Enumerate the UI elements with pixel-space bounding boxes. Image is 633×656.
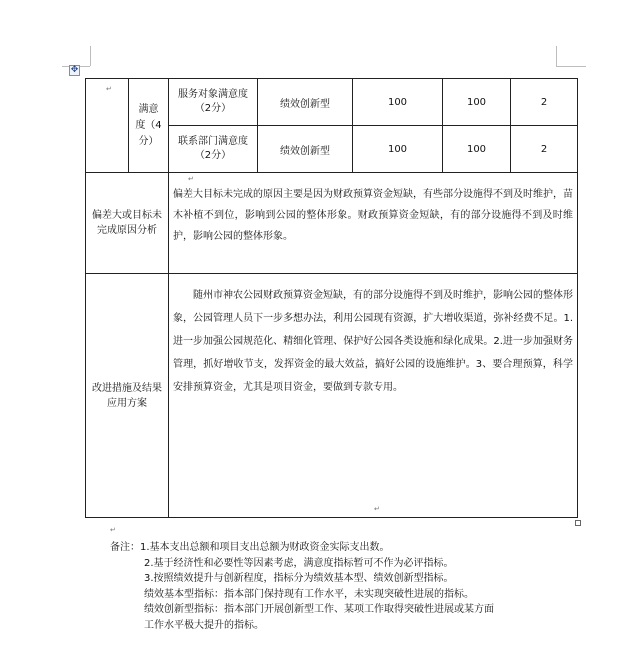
score-cell (511, 79, 578, 126)
satisfaction-category-label: 满意度（4分） (135, 103, 162, 147)
crop-guide-top-right (556, 66, 586, 67)
table-resize-handle[interactable] (575, 520, 581, 526)
deviation-label: 偏差大或目标未完成原因分析 (92, 210, 162, 236)
note-line: 备注：1.基本支出总额和项目支出总额为财政资金实际支出数。 (110, 542, 390, 553)
score-cell (511, 126, 578, 173)
score: 2 (540, 96, 548, 108)
satisfaction-category-cell (129, 79, 169, 173)
notes-block (110, 540, 494, 633)
value-a: 100 (387, 96, 408, 108)
note-line: 绩效创新型指标：指本部门开展创新型工作、某项工作取得突破性进展或某方面 (144, 604, 494, 615)
table-move-handle[interactable]: ✥ (70, 65, 79, 75)
note-line: 2.基于经济性和必要性等因素考虑，满意度指标暂可不作为必评指标。 (144, 557, 454, 569)
score: 2 (540, 143, 548, 155)
indicator-name-cell (169, 79, 258, 126)
crop-guide-top-left-vertical (90, 46, 91, 66)
table-row (86, 274, 578, 518)
indicator-name: 服务对象满意度（2分） (178, 89, 248, 114)
empty-cell: ↵ (86, 79, 129, 173)
value-b: 100 (466, 96, 487, 108)
deviation-label-cell (86, 173, 169, 274)
indicator-name-cell (169, 126, 258, 173)
crop-guide-top-right-vertical (556, 46, 557, 66)
table-row (86, 79, 578, 126)
note-line: 绩效基本型指标：指本部门保持现有工作水平，未实现突破性进展的指标。 (144, 588, 474, 600)
improvement-label-cell (86, 274, 169, 518)
indicator-name: 联系部门满意度（2分） (178, 136, 248, 161)
value-b-cell (443, 126, 511, 173)
value-a: 100 (387, 143, 408, 155)
value-b: 100 (466, 143, 487, 155)
improvement-content-cell: 随州市神农公园财政预算资金短缺，有的部分设施得不到及时维护，影响公园的整体形象，公园管理人员下一步多想办法，利用公园现有资源，扩大增收渠道，弥补经费不足。1.进一步加强公园规范化、精细化管理、保护好公园各类设施和绿化成果。2.进一步加强财务管理，抓好增收节支，发挥资金的最大效益，搞好公园的设施维护。3、要合理预算，科学安排预算资金，尤其是项目资金，要做到专款专用。 ↵ (169, 274, 578, 518)
value-b-cell (443, 79, 511, 126)
paragraph-mark: ↵ (110, 526, 116, 534)
note-line: 工作水平极大提升的指标。 (144, 619, 264, 631)
value-a-cell (353, 79, 443, 126)
deviation-content-cell: ↵ 偏差大目标未完成的原因主要是因为财政预算资金短缺，有些部分设施得不到及时维护，苗木补植不到位，影响到公园的整体形象。财政预算资金短缺，有的部分设施得不到及时维护，影响公园的整体形象。 (169, 173, 578, 274)
deviation-text: 偏差大目标未完成的原因主要是因为财政预算资金短缺，有些部分设施得不到及时维护，苗木补植不到位，影响到公园的整体形象。财政预算资金短缺，有的部分设施得不到及时维护，影响公园的整体形象。 (173, 189, 573, 242)
evaluation-table (85, 78, 578, 518)
table-row (86, 173, 578, 274)
indicator-type-cell (258, 126, 353, 173)
value-a-cell (353, 126, 443, 173)
indicator-type: 绩效创新型 (280, 98, 330, 110)
improvement-text: 随州市神农公园财政预算资金短缺，有的部分设施得不到及时维护，影响公园的整体形象，公园管理人员下一步多想办法，利用公园现有资源，扩大增收渠道，弥补经费不足。1.进一步加强公园规范化、精细化管理、保护好公园各类设施和绿化成果。2.进一步加强财务管理，抓好增收节支，发挥资金的最大效益，搞好公园的设施维护。3、要合理预算，科学安排预算资金，尤其是项目资金，要做到专款专用。 (173, 290, 573, 393)
indicator-type: 绩效创新型 (280, 145, 330, 157)
note-line: 3.按照绩效提升与创新程度，指标分为绩效基本型、绩效创新型指标。 (144, 573, 454, 584)
improvement-label: 改进措施及结果应用方案 (92, 382, 162, 409)
indicator-type-cell (258, 79, 353, 126)
